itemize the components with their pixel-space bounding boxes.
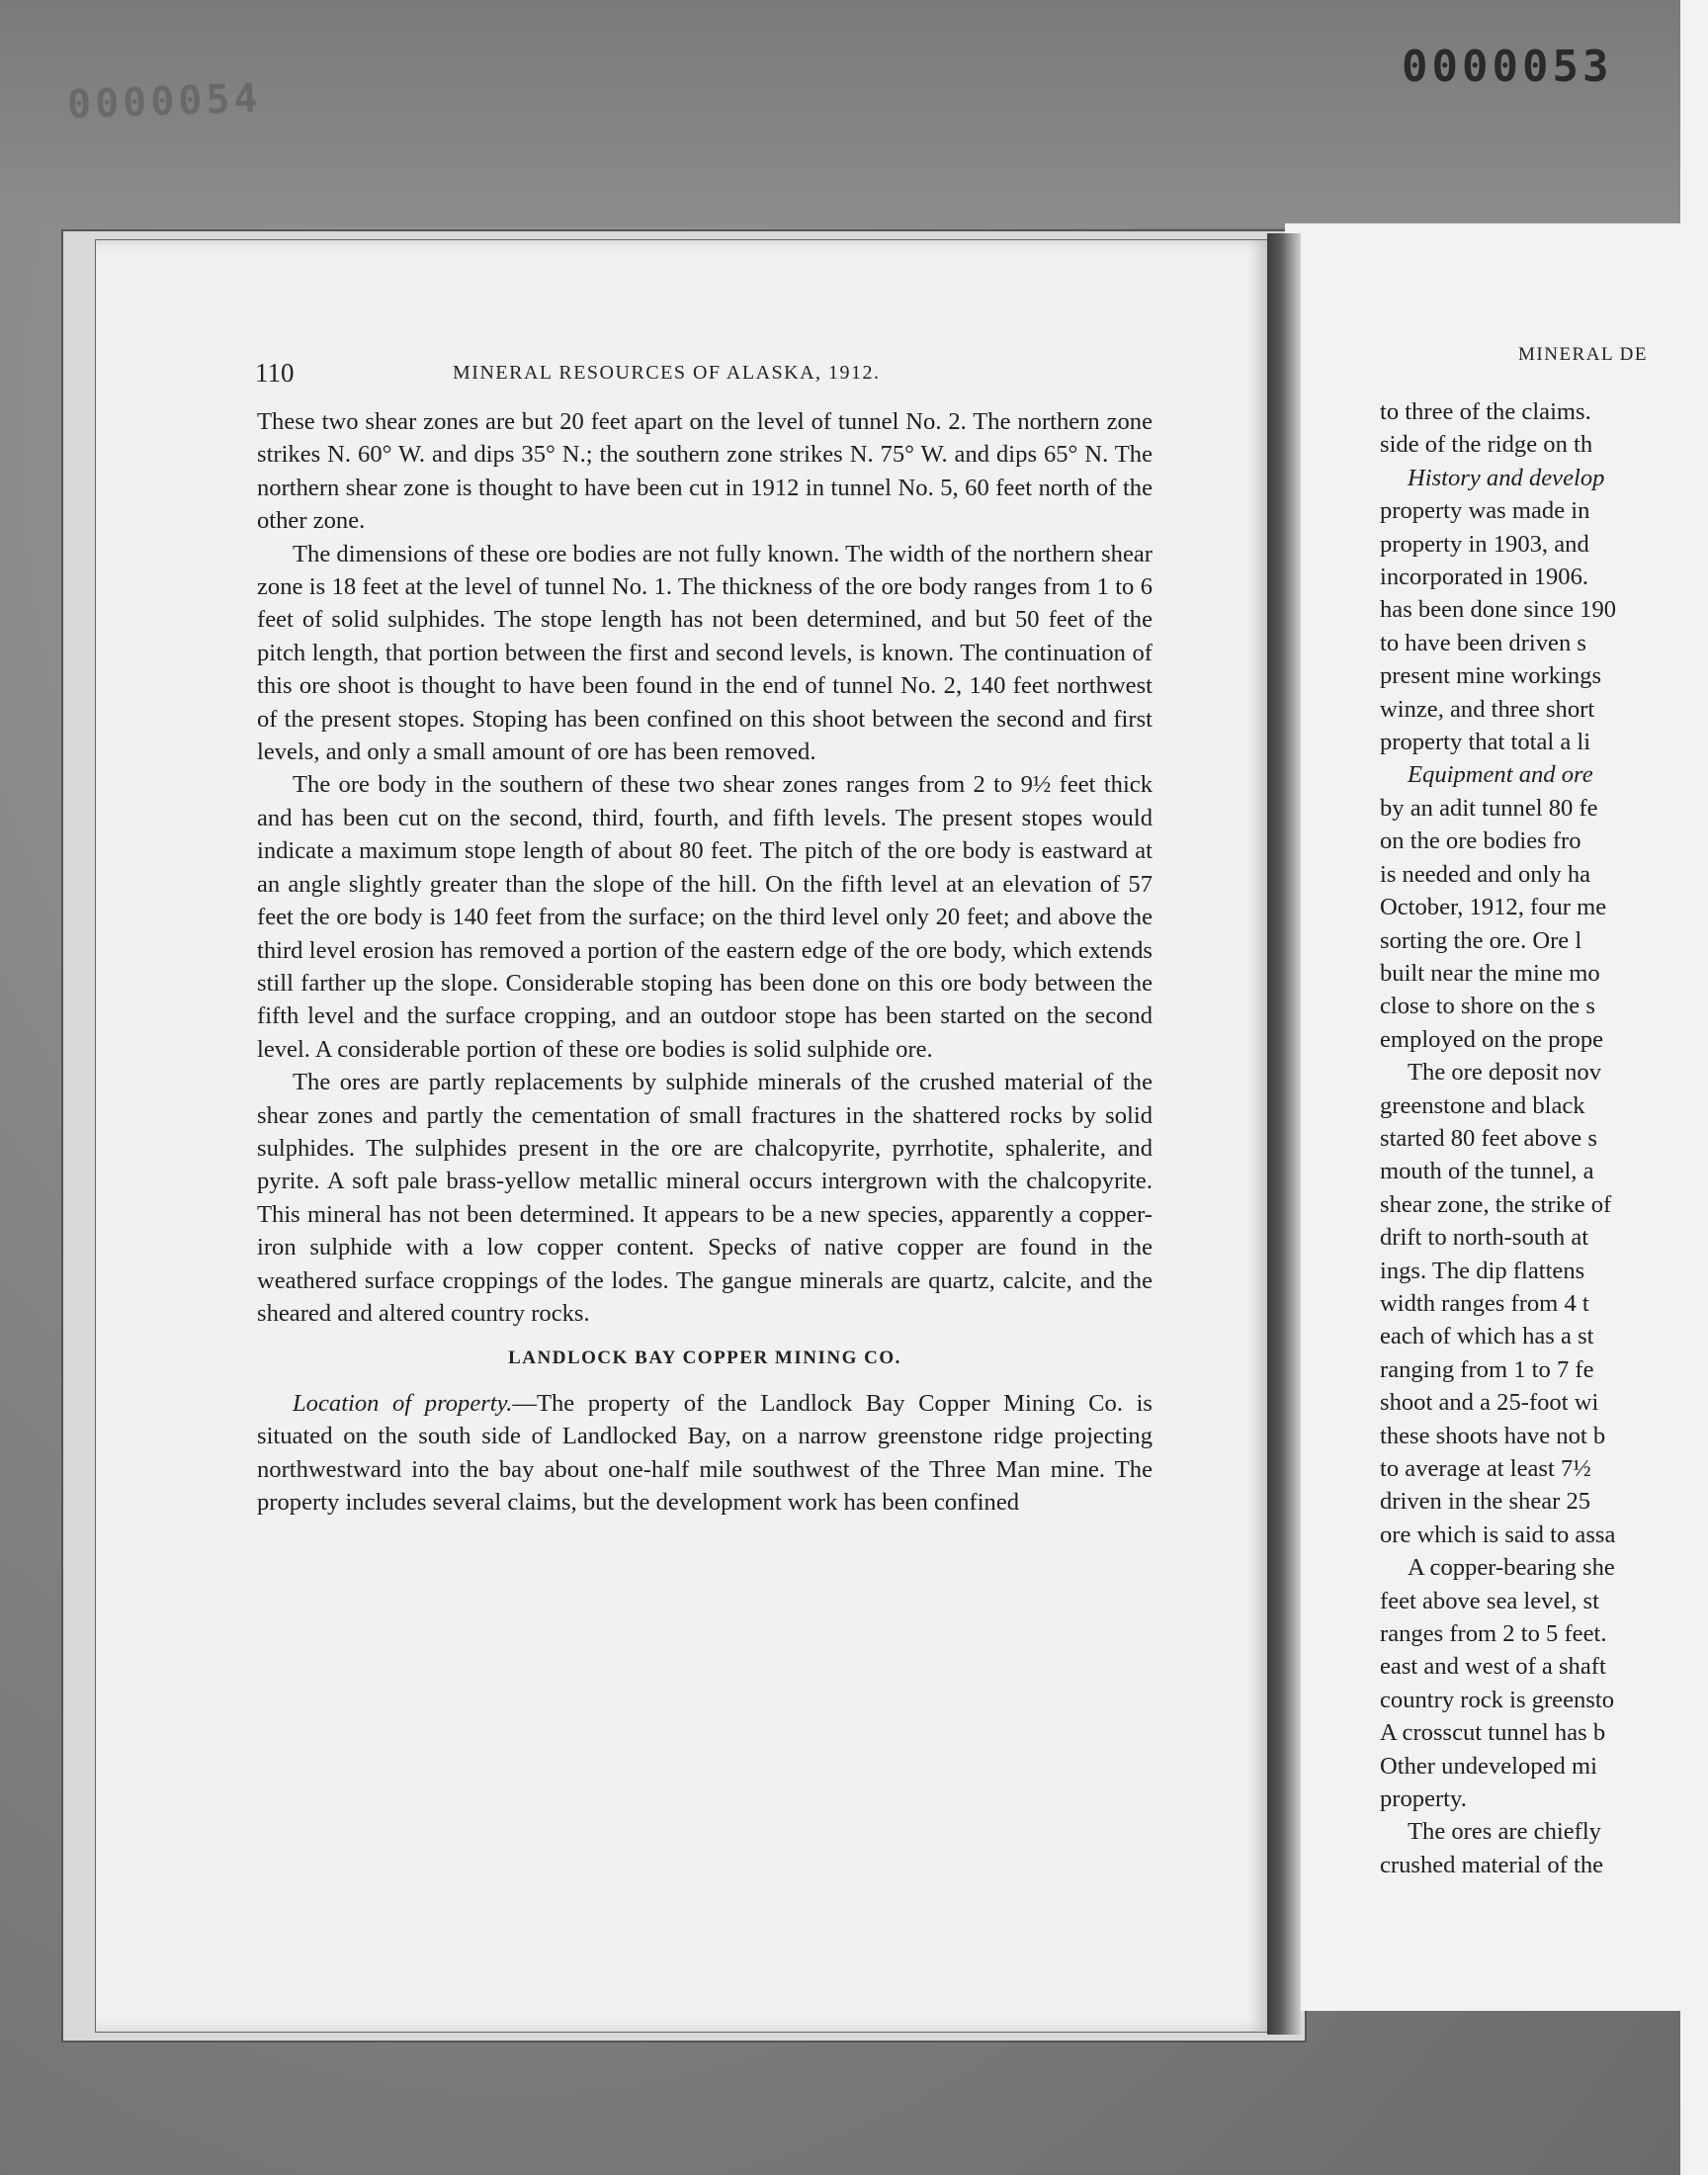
right-page-line: to three of the claims. (1380, 398, 1591, 425)
right-page-line: property. (1380, 1785, 1467, 1813)
page-number: 110 (255, 358, 295, 388)
right-page-line: close to shore on the s (1380, 993, 1595, 1020)
right-page-line: present mine workings (1380, 662, 1602, 690)
right-page-line: October, 1912, four me (1380, 894, 1607, 921)
right-page-text (1380, 395, 1680, 1881)
right-page-line: width ranges from 4 t (1380, 1289, 1589, 1317)
running-head-title: MINERAL RESOURCES OF ALASKA, 1912. (453, 362, 881, 384)
right-page-line: feet above sea level, st (1380, 1587, 1599, 1614)
right-page-line: east and west of a shaft (1380, 1653, 1606, 1681)
right-page-line: Other undeveloped mi (1380, 1752, 1597, 1780)
right-page-line: property was made in (1380, 497, 1590, 525)
book-gutter (1267, 233, 1301, 2035)
right-page-line: drift to north-south at (1380, 1224, 1589, 1252)
paragraph-run-in-heading: Location of property. (293, 1389, 513, 1417)
right-page-line: incorporated in 1906. (1380, 564, 1589, 591)
right-page-line: by an adit tunnel 80 fe (1380, 794, 1598, 822)
right-page-line: is needed and only ha (1380, 860, 1591, 888)
right-page-line: started 80 feet above s (1380, 1124, 1597, 1152)
right-page-line: on the ore bodies fro (1380, 827, 1581, 855)
paragraph: The ores are partly replacements by sulphide minerals of the crushed material of the shear zones and partly the cementation of small fractures in the shattered rocks by solid sulphides. The sulphides present in the ore are chalcopyrite, pyrrhotite, sphalerite, and pyrite. A soft pale brass-yellow metallic mineral occurs intergrown with the chalcopyrite. This mineral has not been determined. It appears to be a new species, apparently a copper-iron sulphide with a low copper content. Specks of native copper are found in the weathered surface croppings of the lodes. The gangue minerals are quartz, calcite, and the sheared and altered country rocks. (257, 1069, 1153, 1327)
right-page-line: ranging from 1 to 7 fe (1380, 1355, 1594, 1383)
section-heading: LANDLOCK BAY COPPER MINING CO. (508, 1348, 901, 1369)
right-page-line: shear zone, the strike of (1380, 1190, 1612, 1218)
right-page-line: country rock is greensto (1380, 1686, 1614, 1713)
right-page-line: has been done since 190 (1380, 596, 1617, 624)
right-page-line: side of the ridge on th (1380, 431, 1593, 459)
right-page-line: ranges from 2 to 5 feet. (1380, 1620, 1607, 1648)
right-page-line: mouth of the tunnel, a (1380, 1158, 1594, 1185)
document-number-stamp: 0000053 (1402, 42, 1613, 92)
right-page-line: The ores are chiefly (1408, 1818, 1601, 1846)
right-page-line: The ore deposit nov (1408, 1059, 1602, 1087)
right-page-line: these shoots have not b (1380, 1422, 1606, 1449)
right-page-line: employed on the prope (1380, 1025, 1604, 1053)
right-page-line: each of which has a st (1380, 1323, 1594, 1350)
right-page-line: built near the mine mo (1380, 959, 1600, 987)
scanner-right-edge (1680, 0, 1708, 2175)
right-page-line: greenstone and black (1380, 1091, 1585, 1119)
right-page-line: A crosscut tunnel has b (1380, 1719, 1606, 1747)
right-running-head: MINERAL DE (1518, 344, 1648, 365)
right-page-line: to average at least 7½ (1380, 1455, 1591, 1482)
right-page-line: ings. The dip flattens (1380, 1257, 1585, 1284)
running-head (255, 358, 1145, 393)
right-page-line: to have been driven s (1380, 629, 1586, 656)
paragraph (257, 1387, 1153, 1520)
right-page-line: A copper-bearing she (1408, 1554, 1615, 1582)
ghost-document-number: 0000054 (66, 75, 263, 129)
right-page-line: sorting the ore. Ore l (1380, 926, 1582, 954)
paragraph: The dimensions of these ore bodies are not fully known. The width of the northern shear zone is 18 feet at the level of tunnel No. 1. The thickness of the ore body ranges from 1 to 6 feet of solid sulphides. The stope length has not been determined, and but 50 feet of the pitch length, that portion between the first and second levels, is known. The continuation of this ore shoot is thought to have been found in the end of tunnel No. 2, 140 feet northwest of the present stopes. Stoping has been confined on this shoot between the second and first levels, and only a small amount of ore has been removed. (257, 540, 1153, 766)
right-page-line: winze, and three short (1380, 695, 1595, 723)
right-page-line: crushed material of the (1380, 1851, 1604, 1878)
right-page-line: History and develop (1408, 464, 1605, 491)
paragraph: The ore body in the southern of these two shear zones ranges from 2 to 9½ feet thick and has been cut on the second, third, fourth, and fifth levels. The present stopes would indicate a maximum stope length of about 80 feet. The pitch of the ore body is eastward at an angle slightly greater than the slope of the hill. On the fifth level at an elevation of 57 feet the ore body is 140 feet from the surface; on the third level only 20 feet; and above the third level erosion has removed a portion of the eastern edge of the ore body, which extends still farther up the slope. Considerable stoping has been done on this ore body between the fifth level and the surface cropping, and an outdoor stope has been started on the second level. A considerable portion of these ore bodies is solid sulphide ore. (257, 771, 1153, 1063)
paragraph: These two shear zones are but 20 feet apart on the level of tunnel No. 2. The northern zone strikes N. 60° W. and dips 35° N.; the southern zone strikes N. 75° W. and dips 65° N. The northern shear zone is thought to have been cut in 1912 in tunnel No. 5, 60 feet north of the other zone. (257, 408, 1153, 535)
paragraph-text: —The property of the Landlock Bay Copper Mining Co. is situated on the south side of Landlocked Bay, on a narrow greenstone ridge projecting northwestward into the bay about one-half mile southwest of the Three Man mine. The property includes several claims, but the development work has been confined (257, 1389, 1153, 1516)
right-page-line: property that total a li (1380, 729, 1591, 756)
right-page-line: ore which is said to assa (1380, 1521, 1616, 1548)
right-page-line: driven in the shear 25 (1380, 1488, 1591, 1516)
right-page-line: property in 1903, and (1380, 530, 1589, 558)
right-page-line: shoot and a 25-foot wi (1380, 1389, 1599, 1417)
right-page (1285, 223, 1680, 2011)
right-page-line: Equipment and ore (1408, 761, 1593, 789)
left-page-body (257, 405, 1153, 1519)
